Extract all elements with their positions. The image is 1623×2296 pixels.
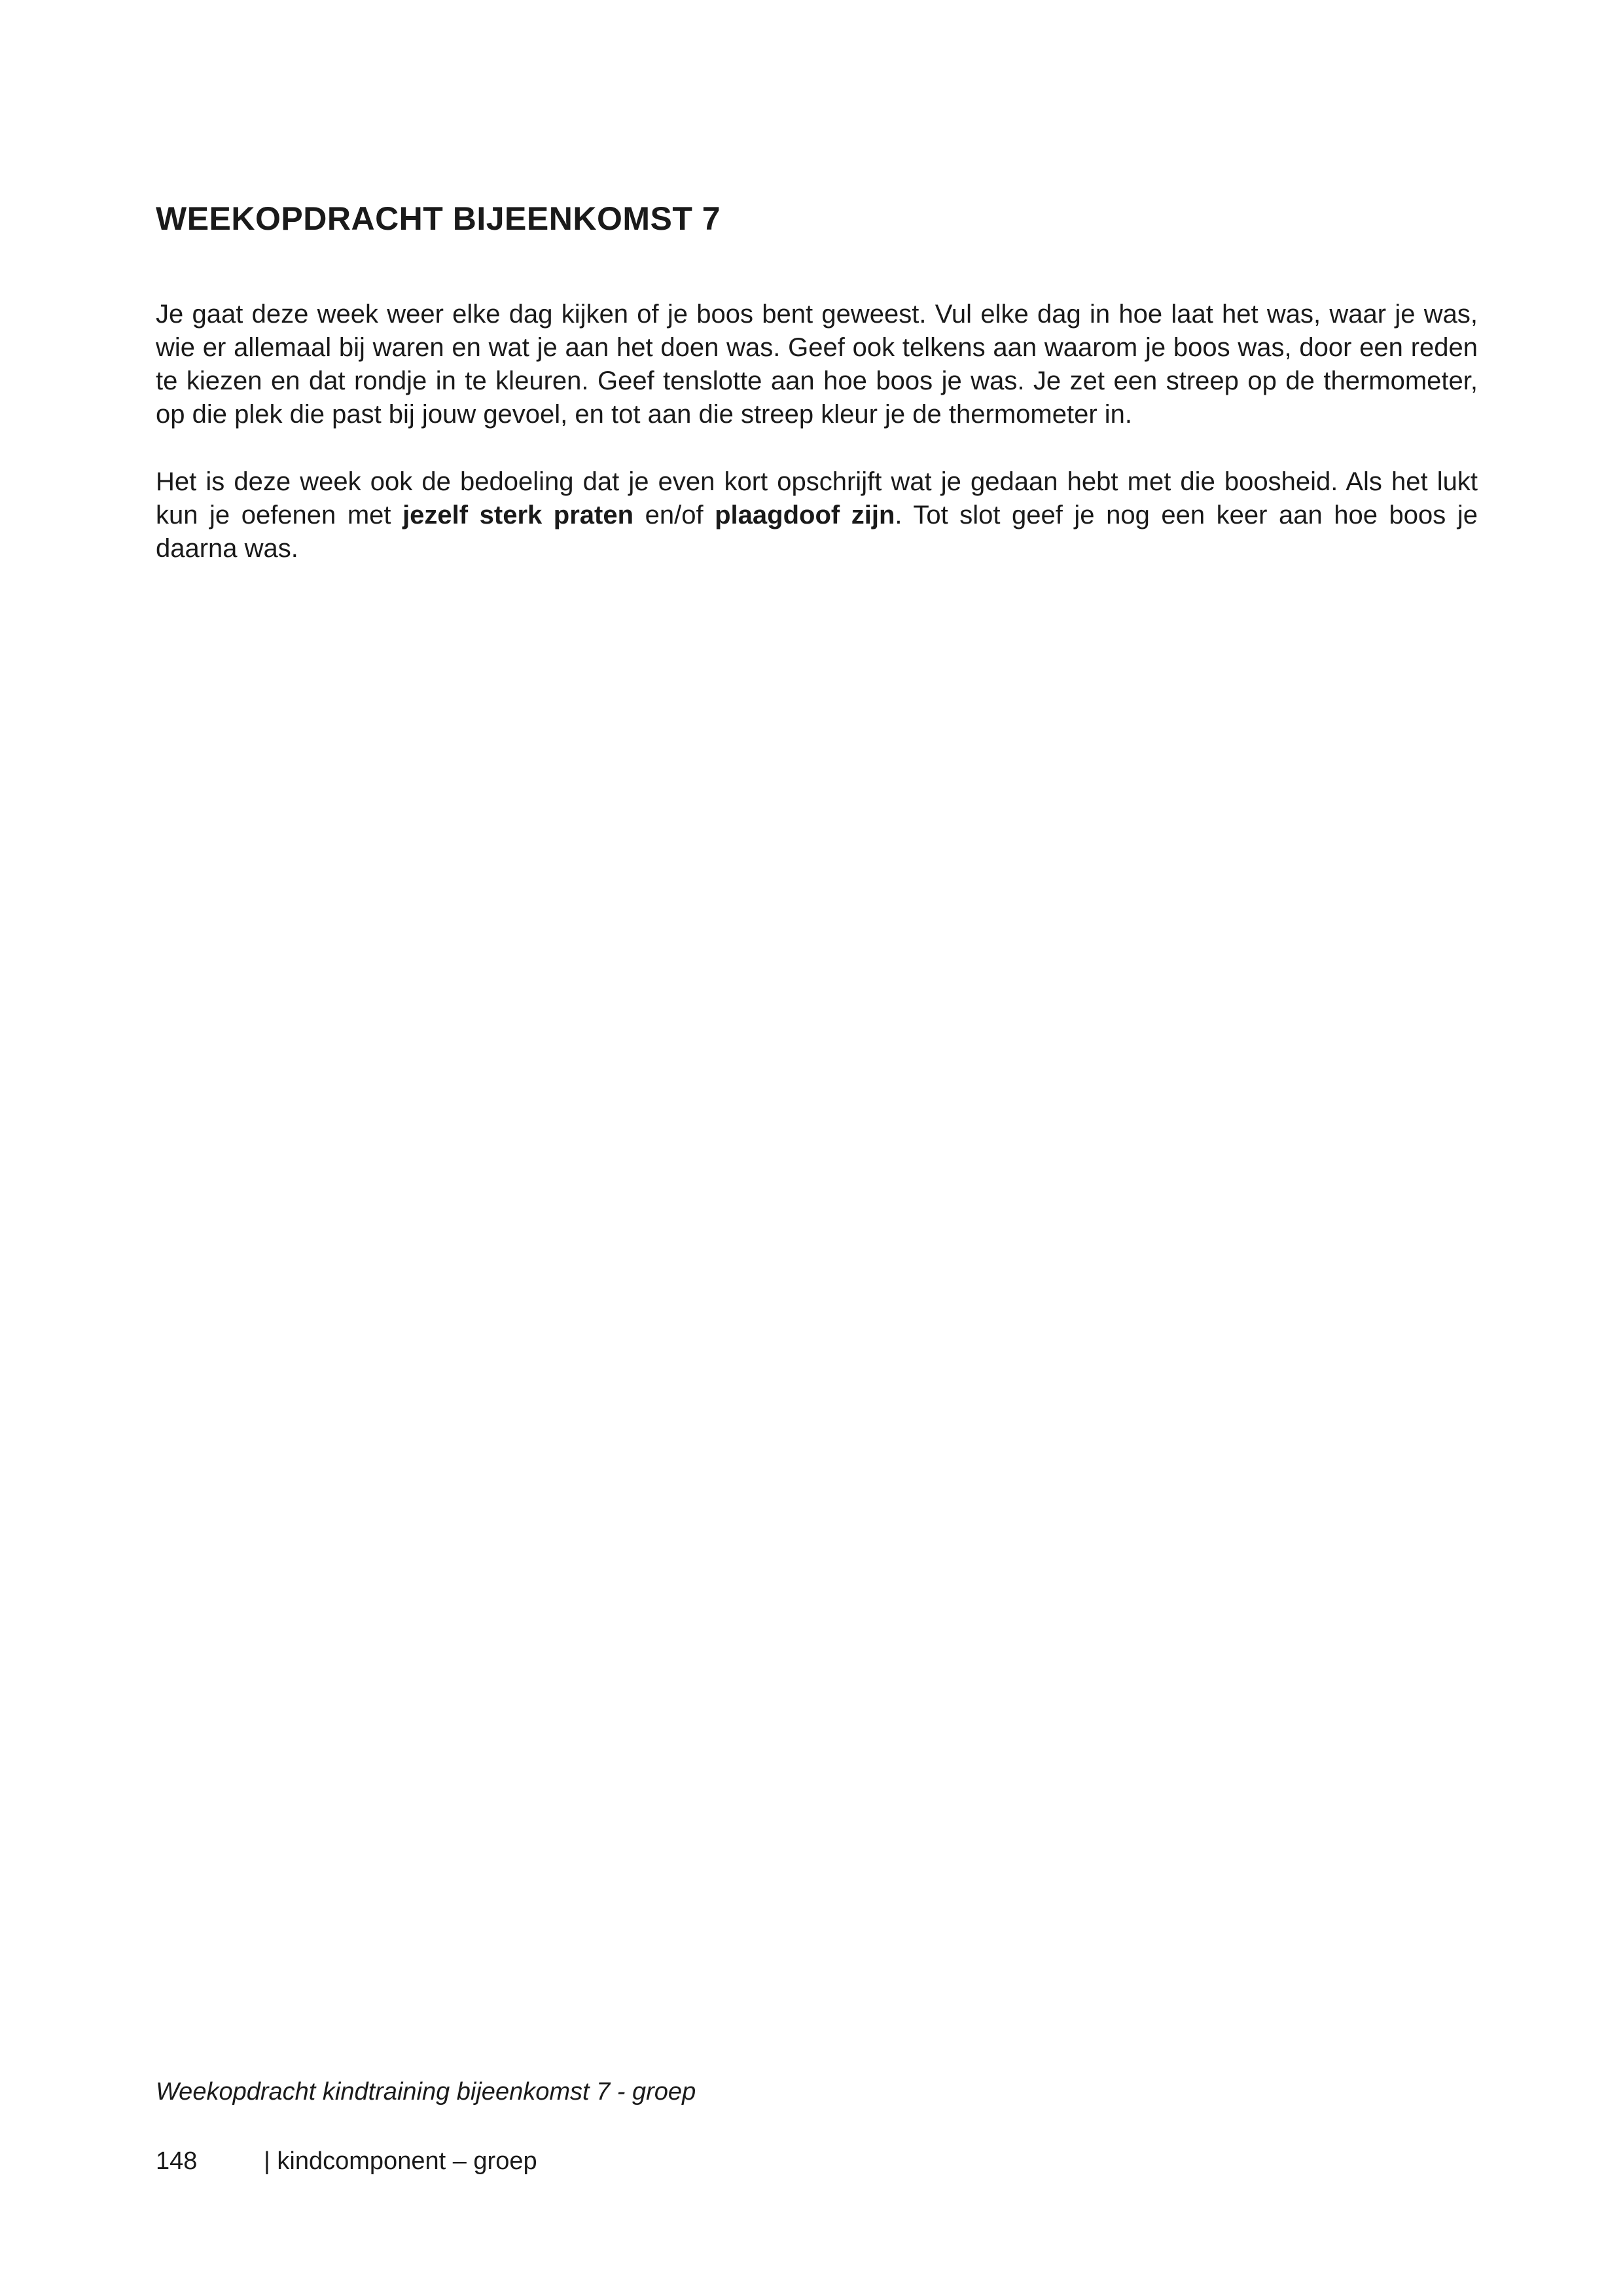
paragraph-2-part-1: Het is deze week ook de bedoeling dat je even kort opschrijft wat je gedaan hebt met die boosheid. Als het lukt kun je oefenen met [156,467,1478,529]
page-title: WEEKOPDRACHT BIJEENKOMST 7 [156,200,721,237]
paragraph-2-text [156,465,1478,565]
paragraph-2-part-2: en/of [633,501,715,529]
bold-term-tease-deaf: plaagdoof zijn [715,501,895,529]
paragraph-instructions [156,298,1478,431]
page-number: 148 [156,2147,198,2175]
paragraph-anger-handling [156,465,1478,565]
bold-term-self-talk: jezelf sterk praten [402,501,634,529]
paragraph-1-text: Je gaat deze week weer elke dag kijken of je boos bent geweest. Vul elke dag in hoe laat het was, waar je was, wie er allemaal bij waren en wat je aan het doen was. Geef ook telkens aan waarom je boos was, door een reden te kiezen en dat rondje in te kleuren. Geef tenslotte aan hoe boos je was. Je zet een streep op de thermometer, op die plek die past bij jouw gevoel, en tot aan die streep kleur je de thermometer in. [156,300,1478,429]
paragraph-2-part-3: . Tot slot geef je nog een keer aan hoe boos je daarna was. [156,501,1478,563]
page-footer [156,2145,537,2177]
document-caption: Weekopdracht kindtraining bijeenkomst 7 - groep [156,2078,696,2106]
footer-section-label: | kindcomponent – groep [264,2147,537,2175]
